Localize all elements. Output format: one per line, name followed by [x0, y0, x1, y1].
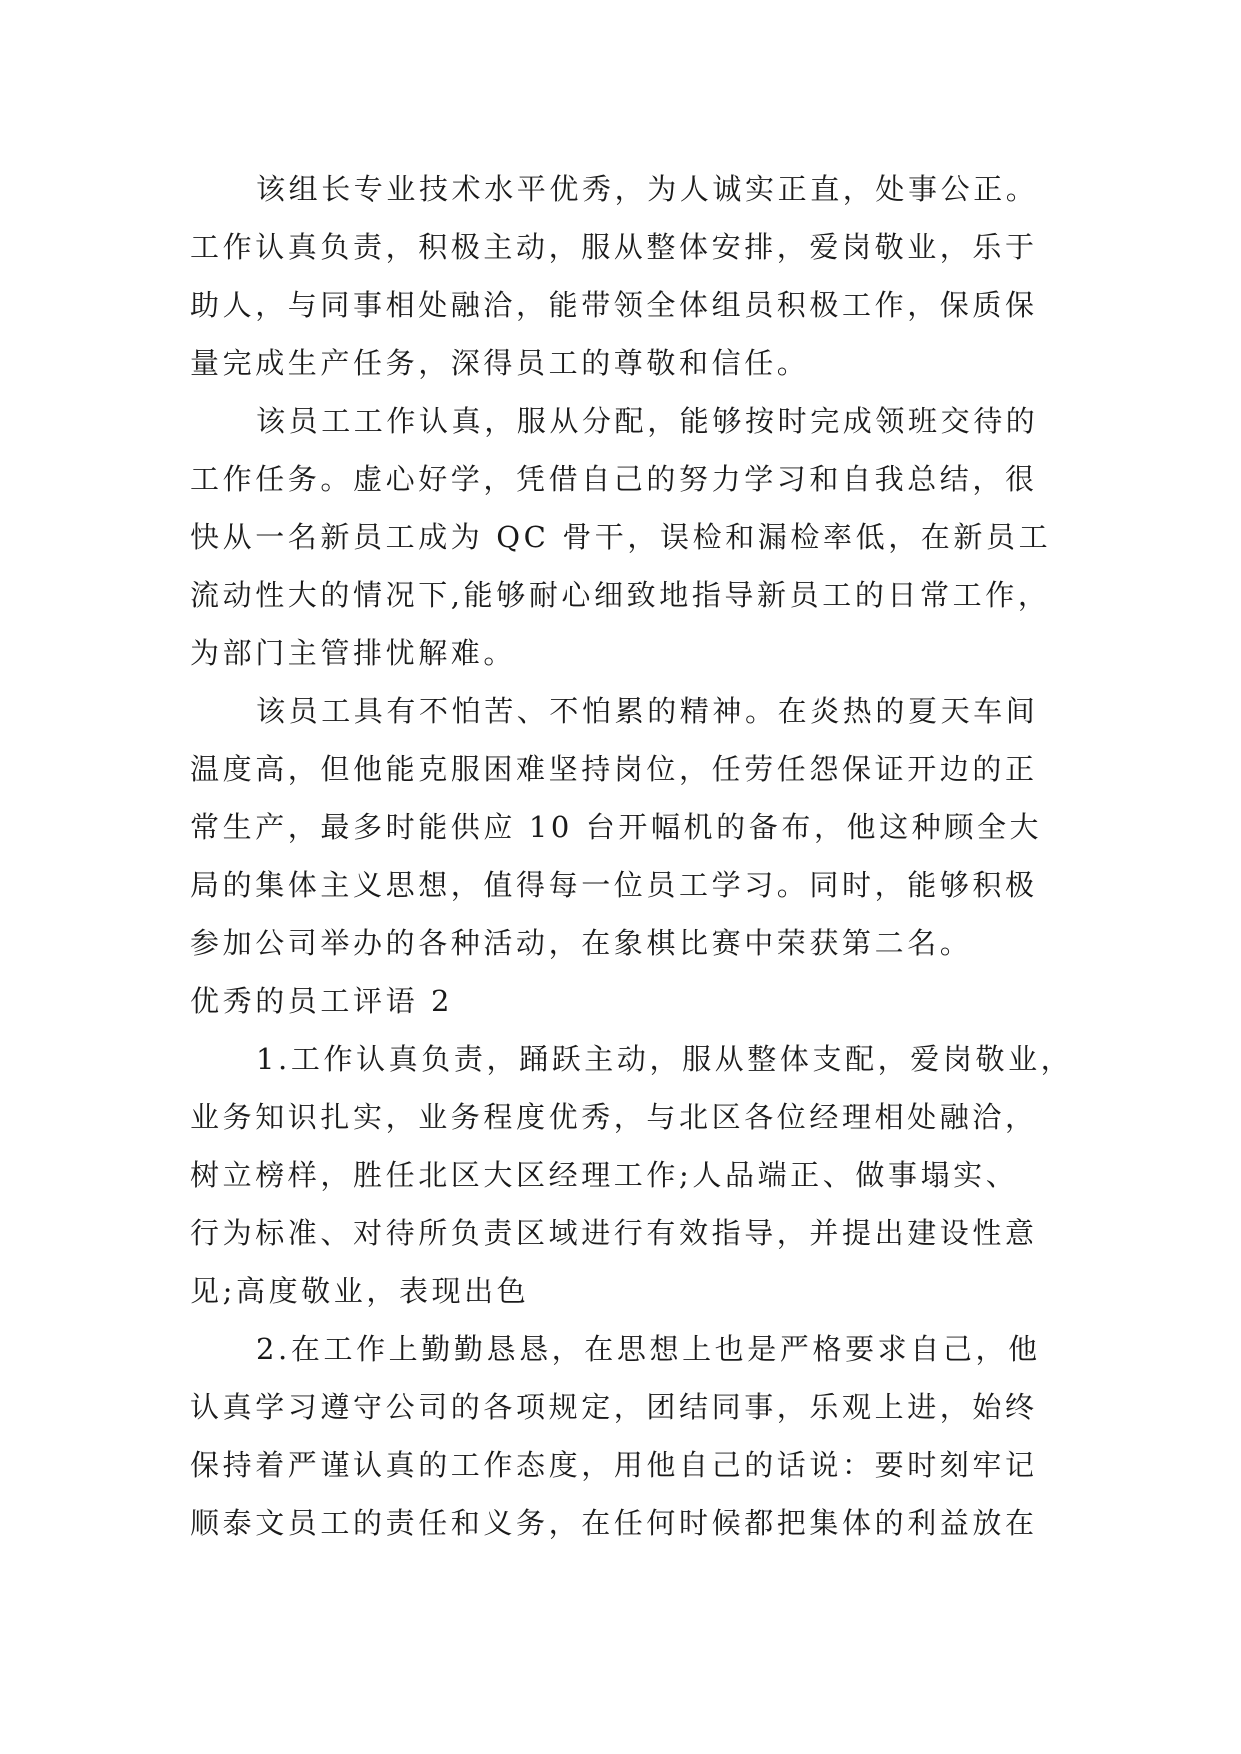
document-page [190, 160, 1074, 1552]
text-line: 为部门主管排忧解难。 [190, 636, 517, 670]
text-line: 该员工具有不怕苦、不怕累的精神。在炎热的夏天车间 [256, 694, 1039, 728]
text-line: 工作认真负责，积极主动，服从整体安排，爱岗敬业，乐于 [190, 230, 1038, 264]
text-line: 该员工工作认真，服从分配，能够按时完成领班交待的 [256, 404, 1039, 438]
text-line: 快从一名新员工成为 QC 骨干，误检和漏检率低，在新员工 [190, 520, 1052, 554]
text-line: 常生产，最多时能供应 10 台开幅机的备布，他这种顾全大 [190, 810, 1043, 844]
paragraph-hardworking-employee [190, 682, 1070, 972]
text-line: 业务知识扎实，业务程度优秀，与北区各位经理相处融洽， [190, 1100, 1038, 1134]
text-line: 见;高度敬业，表现出色 [190, 1274, 530, 1308]
text-line: 工作任务。虚心好学，凭借自己的努力学习和自我总结，很 [190, 462, 1038, 496]
text-line: 顺泰文员工的责任和义务，在任何时候都把集体的利益放在 [190, 1506, 1038, 1540]
text-line: 助人，与同事相处融洽，能带领全体组员积极工作，保质保 [190, 288, 1038, 322]
text-line: 行为标准、对待所负责区域进行有效指导，并提出建设性意 [190, 1216, 1038, 1250]
text-line: 量完成生产任务，深得员工的尊敬和信任。 [190, 346, 810, 380]
text-line: 温度高，但他能克服困难坚持岗位，任劳任怨保证开边的正 [190, 752, 1038, 786]
text-line: 局的集体主义思想，值得每一位员工学习。同时，能够积极 [190, 868, 1038, 902]
section-title: 优秀的员工评语 2 [190, 984, 454, 1018]
text-line: 1.工作认真负责，踊跃主动，服从整体支配，爱岗敬业， [256, 1042, 1074, 1076]
text-line: 保持着严谨认真的工作态度，用他自己的话说：要时刻牢记 [190, 1448, 1038, 1482]
text-line: 树立榜样，胜任北区大区经理工作;人品端正、做事塌实、 [190, 1158, 1019, 1192]
text-line: 流动性大的情况下,能够耐心细致地指导新员工的日常工作， [190, 578, 1051, 612]
text-line: 该组长专业技术水平优秀，为人诚实正直，处事公正。 [256, 172, 1039, 206]
list-item-2 [190, 1320, 1070, 1552]
text-line: 认真学习遵守公司的各项规定，团结同事，乐观上进，始终 [190, 1390, 1038, 1424]
paragraph-qc-employee [190, 392, 1070, 682]
text-line: 2.在工作上勤勤恳恳，在思想上也是严格要求自己，他 [256, 1332, 1041, 1366]
text-line: 参加公司举办的各种活动，在象棋比赛中荣获第二名。 [190, 926, 973, 960]
paragraph-team-leader [190, 160, 1070, 392]
list-item-1 [190, 1030, 1074, 1320]
